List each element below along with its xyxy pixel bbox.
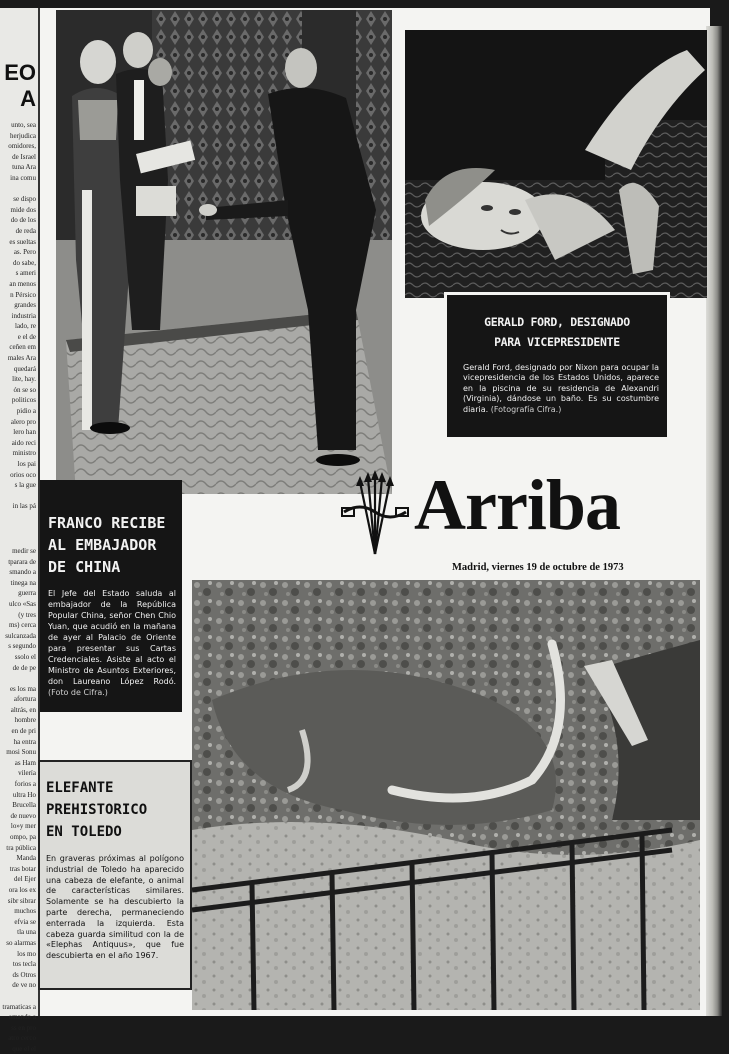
elefante-caption-title-1: ELEFANTE: [46, 780, 114, 796]
yoke-and-arrows-icon: [340, 468, 410, 558]
left-column-bottom: [0, 546, 38, 1054]
left-column-line: grandes: [14, 301, 36, 310]
left-column-line: tinega na: [10, 578, 36, 587]
franco-photo-image: [56, 10, 392, 494]
left-column-line: [0, 491, 38, 502]
left-column-line: lero han: [13, 428, 36, 437]
left-column-line: afortura: [13, 695, 36, 704]
left-column-line: ón se so: [13, 385, 36, 394]
left-column-line: s ameri: [15, 269, 36, 278]
left-column-line: mosi Sonu: [6, 748, 36, 757]
left-column-line: industria: [11, 311, 36, 320]
left-column-line: smando a: [9, 568, 36, 577]
left-column-line: e el de: [17, 332, 36, 341]
ford-caption-title-2: PARA VICEPRESIDENTE: [494, 335, 620, 349]
franco-caption-text: [48, 588, 176, 698]
left-column-line: de nuevo: [10, 811, 36, 820]
left-column-line: ulco «Sas: [8, 599, 36, 608]
franco-caption-title-1: FRANCO RECIBE: [48, 514, 166, 532]
elefante-caption-title-3: EN TOLEDO: [46, 824, 122, 840]
left-column-line: [0, 184, 38, 195]
left-column-line: Brucella: [12, 801, 36, 810]
left-column-line: lite, hay.: [12, 375, 36, 384]
left-column-line: aido reci: [11, 438, 36, 447]
left-column-line: los pai: [17, 460, 36, 468]
left-column-line: ceñen em: [9, 343, 36, 352]
left-column-top: [0, 120, 38, 512]
masthead-title: Arriba: [414, 465, 620, 545]
left-column-line: (y tres: [18, 610, 36, 619]
left-column-line: as. Pero: [13, 248, 36, 257]
left-column-line: sulcanzada: [5, 631, 36, 640]
elephant-photo-image: [192, 580, 700, 1010]
masthead-dateline: Madrid, viernes 19 de octubre de 1973: [452, 562, 624, 573]
left-column-line: mide dos: [10, 205, 36, 214]
left-column-line: es los ma: [9, 684, 36, 693]
left-column-line: ssolo el: [14, 652, 36, 661]
left-column-line: sibr sibrar: [7, 896, 36, 905]
left-column-line: politicos: [11, 396, 36, 405]
elefante-caption-title-2: PREHISTORICO: [46, 802, 148, 818]
left-heading-2: A: [20, 86, 36, 111]
left-column-line: vilería: [18, 769, 36, 778]
left-column-line: hombre: [14, 716, 36, 725]
elefante-caption-body: En graveras próximas al polígono industrial de Toledo ha aparecido una cabeza de elefante, o animal de características similares. Solamente se ha descubierto la parte derecha, permaneciendo enterrada la izquierda. Esta cabeza guarda similitud con la de «Elephas Antiquus», que fue descubierta en el año 1967.: [46, 854, 184, 961]
left-column-line: efvia se: [14, 917, 36, 926]
left-column-line: an menos: [9, 279, 36, 288]
elephant-skull-photo: [192, 580, 700, 1010]
ford-photo-image: [405, 30, 707, 298]
left-column-line: se dispo: [13, 195, 36, 204]
left-column-line: tparara de: [8, 557, 36, 566]
franco-caption-title-3: DE CHINA: [48, 558, 121, 576]
left-column-line: de ve no: [12, 981, 36, 990]
left-column-line: de Israel: [12, 152, 36, 161]
franco-caption-body: El Jefe del Estado saluda al embajador de la República Popular China, señor Chen Chio Yuan, que acudió en la mañana de ayer al Palacio de Oriente para presentar sus Cartas Credenciales. Asiste al acto el Ministro de Asuntos Exteriores, don Laureano López Rodó.: [48, 589, 176, 686]
left-column-line: ha entra: [13, 737, 36, 746]
left-column-line: ss en pro: [11, 1023, 36, 1032]
left-column-line: in las pá: [12, 502, 36, 511]
left-column-line: lado, re: [15, 322, 36, 331]
left-column-line: orios oco: [10, 470, 36, 479]
elefante-caption-box: [38, 760, 192, 990]
page-edge: [706, 26, 722, 1016]
left-column-line: de de pe: [12, 663, 36, 672]
left-column-line: ultra Ho: [12, 790, 36, 799]
left-column-line: lo»y mer: [10, 822, 36, 831]
ford-swimming-photo: [405, 30, 707, 298]
left-column-line: herjudica: [9, 131, 36, 140]
left-column-line: [0, 991, 38, 1002]
franco-caption-credit: (Foto de Cifra.): [48, 688, 108, 697]
ford-caption-box: [444, 292, 670, 440]
ford-caption-title-1: GERALD FORD, DESIGNADO: [484, 315, 630, 329]
left-column-line: omando a: [8, 1013, 36, 1022]
left-column-line: do sabe,: [13, 258, 36, 267]
left-column-line: guerra: [18, 589, 36, 598]
left-column-line: pidio a: [16, 407, 36, 416]
left-column-line: ms) cerca: [8, 621, 36, 630]
left-column-line: so alarmas: [6, 938, 36, 947]
franco-caption-box: [40, 480, 182, 712]
left-column-line: unto, sea: [11, 121, 36, 129]
left-column-line: tras botar: [9, 864, 36, 873]
left-column-line: muchos: [14, 907, 36, 916]
left-column-line: medir se: [12, 546, 36, 555]
left-column-line: ora los ex: [8, 885, 36, 894]
left-column-line: tuna Ara: [12, 163, 36, 172]
left-column-line: de reda: [15, 226, 36, 235]
left-column-line: ompo, pa: [9, 833, 36, 841]
left-column-line: en de pri: [11, 727, 36, 736]
left-column-line: s segundo: [8, 642, 36, 651]
left-column-line: alero pro: [10, 417, 36, 426]
left-column-line: tos tecla: [12, 960, 36, 969]
left-column-line: ina comu: [10, 173, 36, 182]
left-column-line: quedará: [13, 364, 36, 373]
left-column-line: altrás, en: [10, 705, 36, 714]
left-column-line: tramaticas a: [2, 1002, 36, 1011]
left-column-line: que el el: [12, 1044, 36, 1053]
left-column-line: los mo: [17, 949, 36, 958]
left-column-line: omidores,: [8, 142, 36, 151]
franco-caption-title-2: AL EMBAJADOR: [48, 536, 157, 554]
ford-caption-credit: (Fotografía Cifra.): [490, 404, 562, 414]
left-column-line: atro cerco: [8, 1034, 36, 1043]
left-column-line: es sueltas: [9, 237, 36, 246]
left-column-line: tla una: [17, 928, 36, 937]
franco-ambassador-photo: [56, 10, 392, 494]
masthead-emblem: [340, 468, 410, 558]
left-column-line: ds Otros: [12, 970, 36, 979]
left-column-line: tra pública: [6, 843, 36, 852]
left-column-line: as Ham: [14, 758, 36, 767]
left-column-line: n Pérsico: [10, 290, 36, 299]
left-column-line: [0, 673, 38, 684]
left-column-line: forios a: [14, 780, 36, 789]
left-column-line: do de los: [10, 216, 36, 225]
left-column-line: males Ara: [7, 354, 36, 363]
left-column-line: Manda: [16, 854, 36, 863]
left-column-line: s la gue: [14, 481, 36, 490]
ford-caption-body: Gerald Ford, designado por Nixon para ocupar la vicepresidencia de los Estados Unidos, aparece en la piscina de su residencia de Alexandri (Virginia), dándose un baño. Es su costumbre diaria.: [463, 363, 659, 414]
left-column-line: ministro: [12, 449, 36, 458]
left-page-fragment: [0, 8, 40, 1053]
left-column-line: del Ejer: [14, 875, 36, 884]
ford-caption-text: [463, 363, 659, 415]
left-heading-1: EO: [4, 60, 36, 85]
